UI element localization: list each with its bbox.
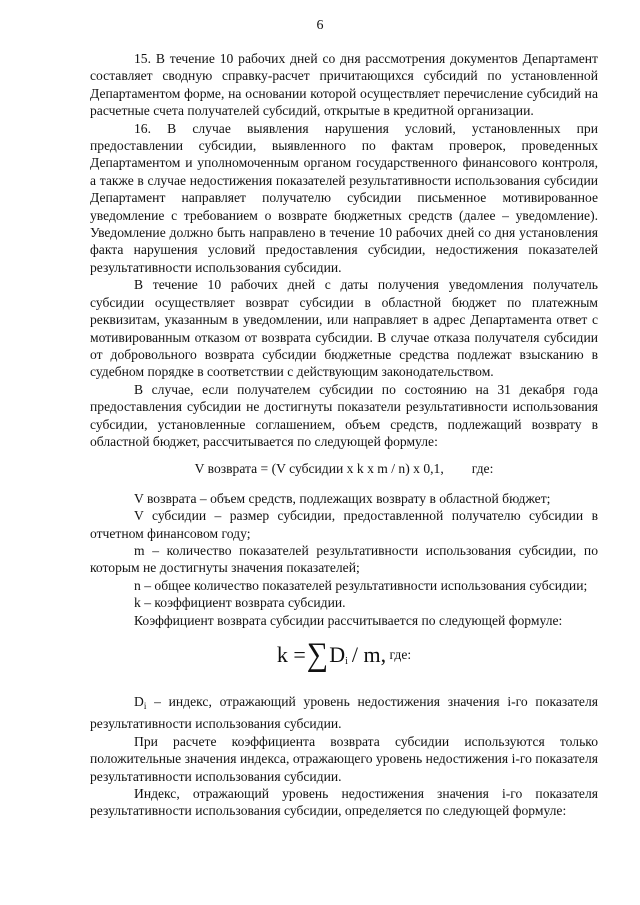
coefficient-formula-lhs: k = [276, 642, 306, 668]
definition-v-subsidy: V субсидии – размер субсидии, предоставленной получателю субсидии в отчетном финансовом году; [90, 508, 598, 541]
sum-symbol: ∑ [306, 636, 329, 673]
coefficient-intro: Коэффициент возврата субсидии рассчитывается по следующей формуле: [134, 612, 563, 628]
paragraph-return-period: В течение 10 рабочих дней с даты получения уведомления получатель субсидии осуществляет возврат субсидии в областной бюджет по платежным реквизитам, указанным в уведомлении, или направляет в адрес Департамента ответ с мотивированным отказом от возврата субсидии. В случае отказа получателя субсидии от добровольного возврата субсидии бюджетные средства подлежат взысканию в судебном порядке в соответствии с действующим законодательством. [90, 277, 598, 380]
definition-di [90, 693, 598, 733]
coefficient-formula-d-subscript: i [345, 656, 348, 667]
paragraph-15: 15. В течение 10 рабочих дней со дня рассмотрения документов Департамент составляет сводную справку-расчет причитающихся субсидий по установленной Департаментом форме, на основании которой осуществляет перечисление субсидий на расчетные счета получателей субсидий, открытые в кредитной организации. [90, 51, 598, 119]
definition-k: k – коэффициент возврата субсидии. [134, 595, 346, 611]
coefficient-formula-rest: / m, [351, 642, 387, 668]
page-number: 6 [316, 18, 324, 33]
paragraph-16: 16. В случае выявления нарушения условий, установленных при предоставлении субсидии, выявленного по фактам проверок, проведенных Департаментом и уполномоченным органом государственного финансового контроля, а также в случае недостижения показателей результативности использования субсидии Департамент направляет получателю субсидии письменное мотивированное уведомление с требованием о возврате бюджетных средств (далее – уведомление). Уведомление должно быть направлено в течение 10 рабочих дней со дня установления факта нарушения условий предоставления субсидии, недостижения показателей результативности использования субсидии. [90, 120, 598, 275]
positive-values-paragraph: При расчете коэффициента возврата субсидии используются только положительные значения индекса, отражающего уровень недостижения i-го показателя результативности использования субсидии. [90, 733, 598, 784]
di-subscript: i [143, 701, 147, 711]
return-volume-formula-expression: V возврата = (V субсидии x k x m / n) x 0,1, [194, 461, 444, 477]
di-text: – индекс, отражающий уровень недостижения значения i-го показателя результативности использования субсидии. [90, 694, 598, 732]
di-symbol: D [134, 694, 144, 709]
document-body [90, 50, 598, 820]
return-volume-formula [90, 460, 598, 477]
index-formula-intro: Индекс, отражающий уровень недостижения значения i-го показателя результативности использования субсидии, определяется по следующей формуле: [90, 786, 598, 819]
coefficient-formula-where: где: [389, 647, 412, 663]
return-volume-formula-where: где: [471, 461, 494, 477]
definition-v-return: V возврата – объем средств, подлежащих возврату в областной бюджет; [134, 490, 551, 506]
definition-n: n – общее количество показателей результативности использования субсидии; [134, 577, 588, 593]
paragraph-return-calculation: В случае, если получателем субсидии по состоянию на 31 декабря года предоставления субсидии не достигнуты показатели результативности использования субсидии, установленные соглашением, объем средств, подлежащий возврату в областной бюджет, рассчитывается по следующей формуле: [90, 381, 598, 449]
definition-m: m – количество показателей результативности использования субсидии, по которым не достигнуты значения показателей; [90, 542, 598, 576]
coefficient-formula-d: D [329, 642, 346, 668]
coefficient-formula [90, 636, 598, 679]
